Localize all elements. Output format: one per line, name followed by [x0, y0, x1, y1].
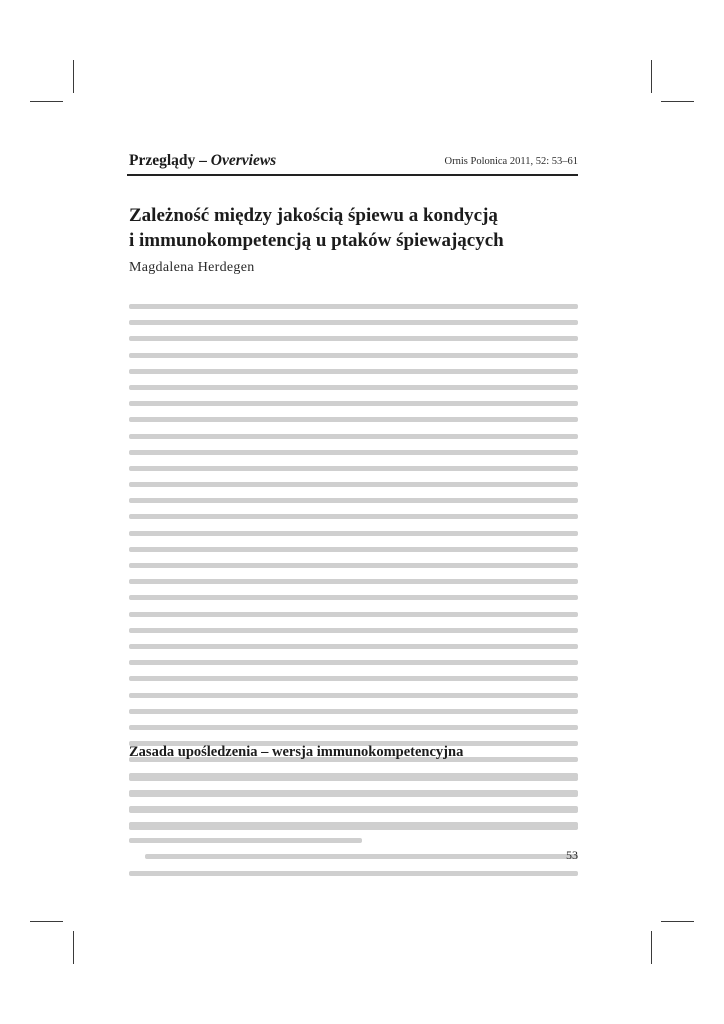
text-line [129, 385, 578, 390]
text-line [129, 563, 578, 568]
section-separator: – [199, 152, 207, 169]
text-line [129, 547, 578, 552]
text-line [129, 450, 578, 455]
crop-mark [73, 931, 74, 964]
text-line [129, 612, 578, 617]
article-title-line-1: Zależność między jakością śpiewu a kondycją [129, 205, 498, 226]
text-line [129, 595, 578, 600]
text-line [129, 676, 578, 681]
text-line [129, 336, 578, 341]
text-line [129, 709, 578, 714]
text-line [129, 825, 578, 830]
text-line [129, 871, 578, 876]
crop-mark [73, 60, 74, 93]
crop-mark [30, 101, 63, 102]
text-line [129, 725, 578, 730]
section-label-pl: Przeglądy [129, 152, 196, 169]
text-line [129, 579, 578, 584]
text-line [129, 660, 578, 665]
text-line [129, 628, 578, 633]
article-title-line-2: i immunokompetencją u ptaków śpiewających [129, 230, 504, 251]
text-line [129, 434, 578, 439]
text-line [129, 514, 578, 519]
crop-mark [651, 60, 652, 93]
text-line [129, 304, 578, 309]
text-line [129, 776, 578, 781]
text-line [145, 854, 578, 859]
article-author: Magdalena Herdegen [129, 260, 255, 275]
text-line [129, 531, 578, 536]
section-heading: Zasada upośledzenia – wersja immunokompetencyjna [129, 744, 464, 760]
text-line [129, 466, 578, 471]
text-line [129, 320, 578, 325]
text-line [129, 808, 578, 813]
crop-mark [661, 101, 694, 102]
text-line [129, 644, 578, 649]
crop-mark [30, 921, 63, 922]
text-line [129, 693, 578, 698]
section-text [129, 776, 578, 841]
text-line [129, 792, 578, 797]
text-line [129, 498, 578, 503]
header-rule [127, 174, 578, 176]
text-line [129, 369, 578, 374]
text-line [129, 353, 578, 358]
page-number: 53 [566, 848, 578, 862]
article-title [129, 203, 579, 253]
crop-mark [651, 931, 652, 964]
journal-citation: Ornis Polonica 2011, 52: 53–61 [444, 156, 578, 167]
text-line [129, 401, 578, 406]
text-line [129, 417, 578, 422]
crop-mark [661, 921, 694, 922]
section-label [129, 152, 276, 170]
text-line [129, 482, 578, 487]
section-label-en: Overviews [210, 152, 277, 169]
